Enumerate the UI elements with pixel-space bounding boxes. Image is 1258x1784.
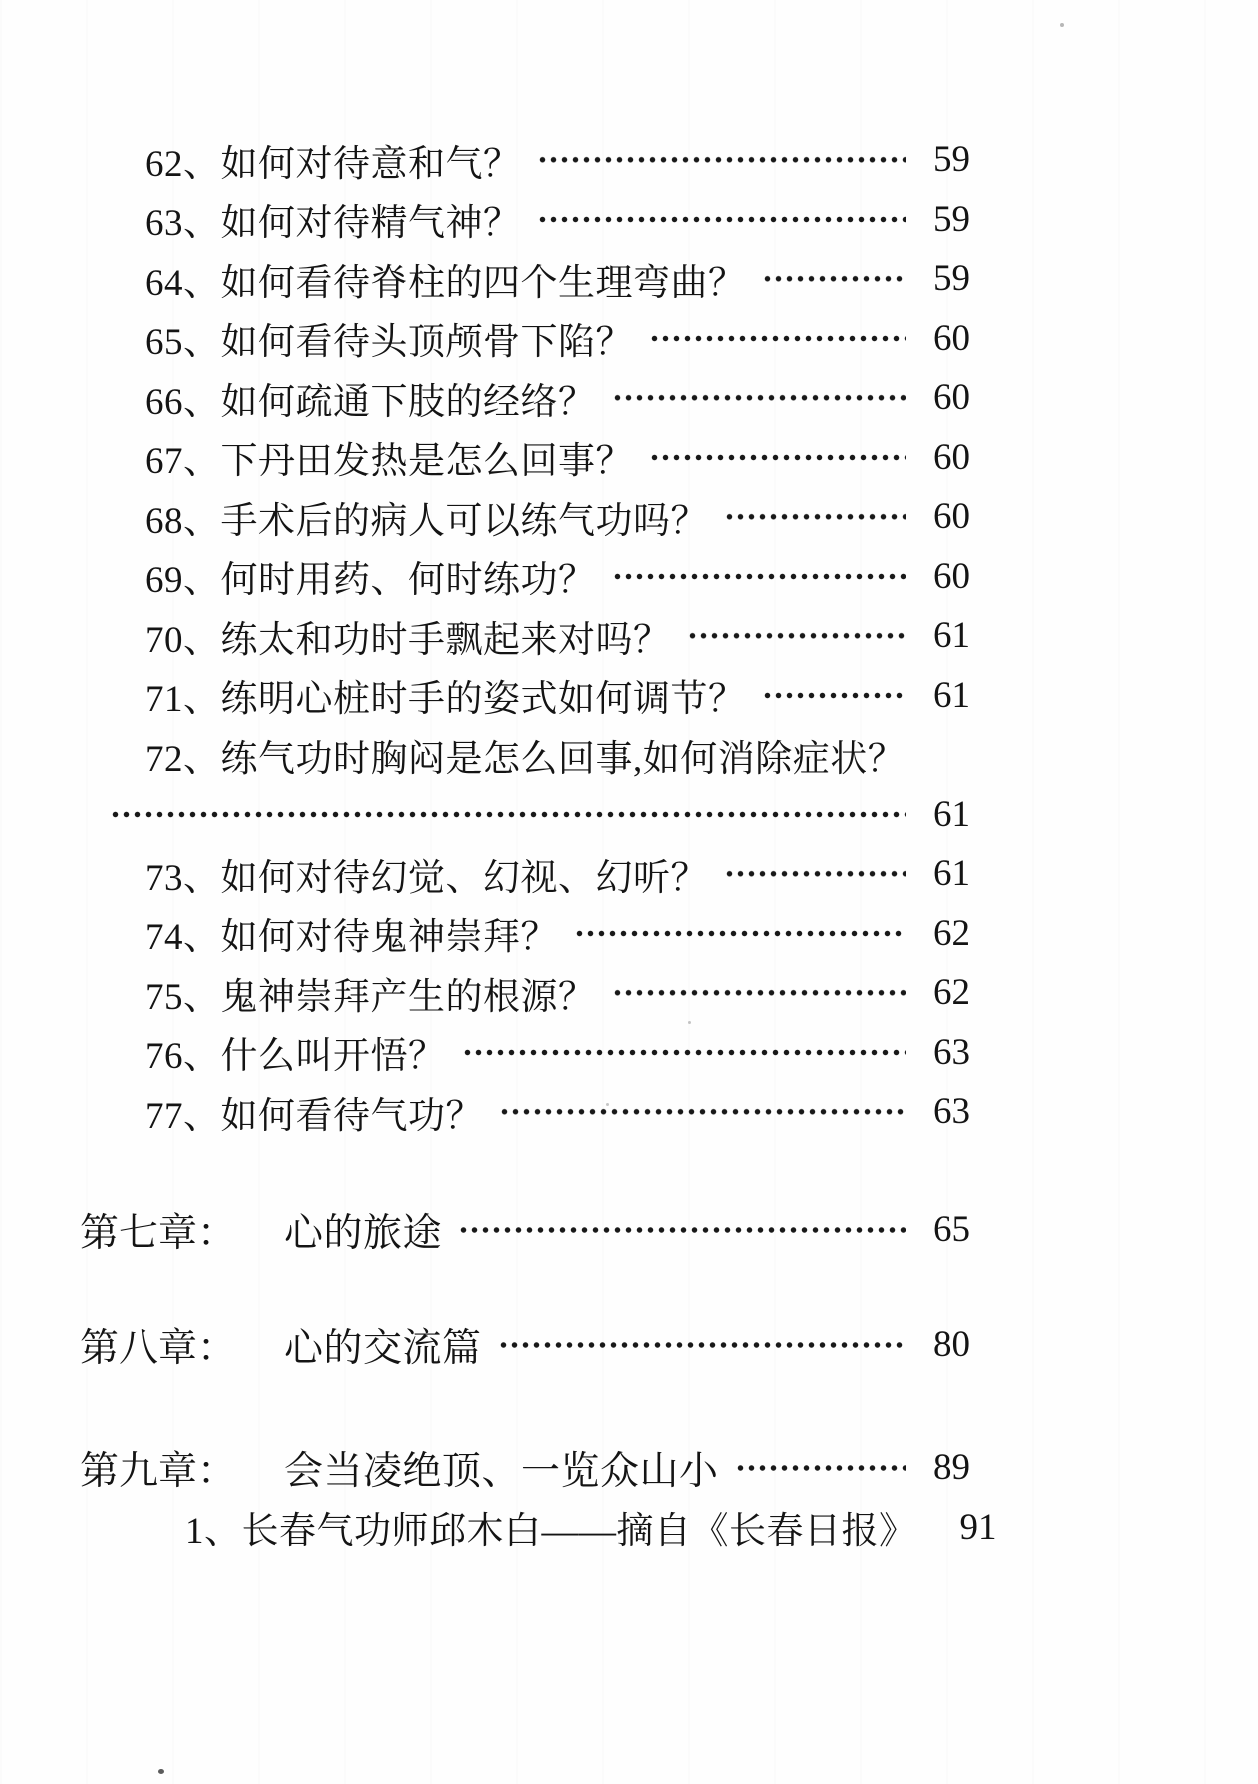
chapter-label: 第九章： (80, 1449, 237, 1493)
entry-text: 69、何时用药、何时练功？ (145, 560, 596, 602)
toc-chapter-row-7 (80, 1200, 970, 1260)
chapter-page-number: 89 (933, 1447, 970, 1488)
chapter-title: 心的交流篇 (284, 1326, 482, 1370)
toc-entry-row (145, 1023, 970, 1083)
toc-entry-row (145, 130, 970, 190)
entry-text: 67、下丹田发热是怎么回事？ (145, 441, 633, 483)
dot-leader (498, 1315, 906, 1375)
toc-entry-row (145, 428, 970, 488)
entry-page-number: 63 (933, 1031, 970, 1073)
entry-page-number: 61 (933, 853, 970, 895)
toc-entry-row (145, 725, 970, 785)
toc-entry-row (145, 606, 970, 666)
dot-leader (762, 249, 907, 309)
entry-page-number: 61 (933, 674, 970, 716)
toc-subentry-row (185, 1498, 997, 1558)
chapter-page-number: 65 (933, 1209, 970, 1250)
toc-entry-row (145, 1082, 970, 1142)
chapter-title: 心的旅途 (284, 1211, 443, 1255)
entry-page-number: 59 (933, 139, 970, 181)
entry-text: 73、如何对待幻觉、幻视、幻听？ (145, 857, 708, 899)
entry-page-number: 63 (933, 1091, 970, 1133)
entry-page-number: 59 (933, 258, 970, 300)
entry-text: 65、如何看待头顶颅骨下陷？ (145, 322, 633, 364)
scan-speck (1060, 23, 1064, 27)
entry-page-number: 60 (933, 496, 970, 538)
dot-leader (110, 785, 906, 845)
dot-leader (458, 1200, 906, 1260)
entry-text: 77、如何看待气功？ (145, 1095, 483, 1137)
entry-page-number: 60 (933, 317, 970, 359)
dot-leader (612, 963, 907, 1023)
subentry-text: 1、长春气功师邱木白——摘自《长春日报》 (185, 1511, 917, 1553)
chapter-label: 第七章： (80, 1211, 237, 1255)
entry-text: 75、鬼神崇拜产生的根源？ (145, 976, 596, 1018)
entry-page-number: 61 (933, 615, 970, 657)
dot-leader (762, 666, 907, 726)
toc-entry-row (145, 904, 970, 964)
dot-leader (612, 547, 907, 607)
toc-entry-continuation-row (110, 785, 970, 845)
chapter-label: 第八章： (80, 1326, 237, 1370)
dot-leader (649, 309, 906, 369)
entry-page-number: 60 (933, 555, 970, 597)
entry-text: 68、手术后的病人可以练气功吗？ (145, 500, 708, 542)
scan-speck (688, 1021, 691, 1024)
toc-chapter-row-9 (80, 1438, 970, 1498)
dot-leader (499, 1082, 906, 1142)
toc-entry-row (145, 487, 970, 547)
dot-leader (612, 368, 907, 428)
dot-leader (462, 1023, 907, 1083)
dot-leader (724, 844, 906, 904)
entry-text: 70、练太和功时手飘起来对吗？ (145, 619, 671, 661)
toc-entry-row (145, 547, 970, 607)
toc-entry-row (145, 844, 970, 904)
entry-text: 72、练气功时胸闷是怎么回事,如何消除症状？ (145, 738, 906, 780)
scan-speck (606, 1103, 609, 1106)
entry-text: 76、什么叫开悟？ (145, 1036, 446, 1078)
dot-leader (724, 487, 906, 547)
toc-chapter-list (0, 1200, 1258, 1558)
toc-entry-row (145, 368, 970, 428)
chapter-page-number: 80 (933, 1324, 970, 1365)
entry-text: 63、如何对待精气神？ (145, 203, 521, 245)
dot-leader (537, 190, 907, 250)
entry-page-number: 59 (933, 198, 970, 240)
dot-leader (735, 1438, 906, 1498)
toc-chapter-row-8 (80, 1315, 970, 1375)
toc-entry-row (145, 249, 970, 309)
toc-entry-row (145, 309, 970, 369)
toc-entry-row (145, 666, 970, 726)
dot-leader (537, 130, 907, 190)
toc-entry-row (145, 190, 970, 250)
dot-leader (687, 606, 907, 666)
entry-page-number: 60 (933, 377, 970, 419)
scan-speck (158, 1769, 164, 1774)
subentry-page-number: 91 (959, 1506, 997, 1548)
entry-text: 66、如何疏通下肢的经络？ (145, 381, 596, 423)
entry-page-number: 62 (933, 912, 970, 954)
entry-page-number: 60 (933, 436, 970, 478)
entry-text: 64、如何看待脊柱的四个生理弯曲？ (145, 262, 746, 304)
dot-leader (649, 428, 906, 488)
entry-text: 71、练明心桩时手的姿式如何调节？ (145, 679, 746, 721)
entry-page-number: 62 (933, 972, 970, 1014)
entry-text: 62、如何对待意和气？ (145, 143, 521, 185)
toc-entry-row (145, 963, 970, 1023)
entry-text: 74、如何对待鬼神崇拜？ (145, 917, 558, 959)
entry-page-number: 61 (933, 793, 970, 835)
chapter-title: 会当凌绝顶、一览众山小 (284, 1449, 719, 1493)
dot-leader (574, 904, 906, 964)
